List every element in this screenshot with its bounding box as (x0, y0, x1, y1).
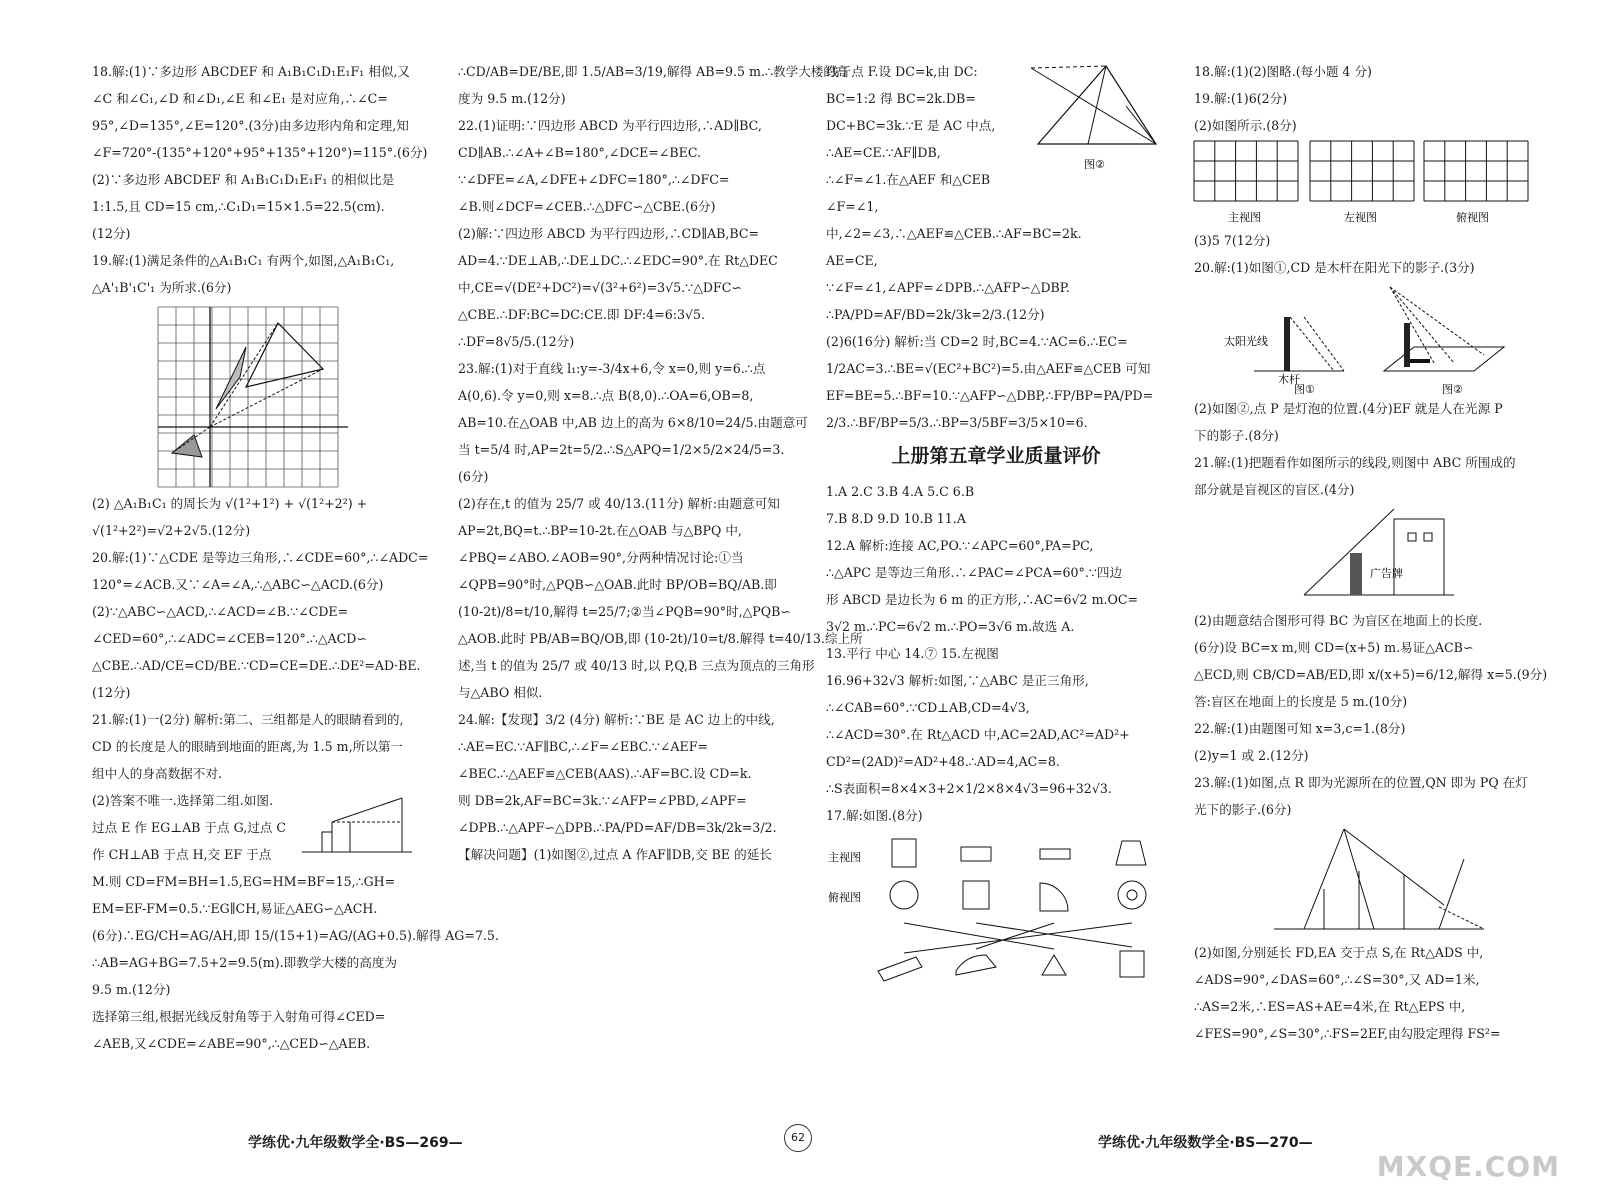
text-line: 20.解:(1)∵△CDE 是等边三角形,∴∠CDE=60°,∴∠ADC= (92, 550, 429, 565)
light-shadow-figure-q23 (1194, 825, 1534, 937)
text-line: M.则 CD=FM=BH=1.5,EG=HM=BF=15,∴GH= (92, 874, 396, 889)
text-line: CD∥AB.∴∠A+∠B=180°,∠DCE=∠BEC. (458, 145, 702, 160)
text-line: (2)如图所示.(8分) (1194, 118, 1297, 133)
page-mark: 62 (784, 1124, 812, 1152)
text-line: 1:1.5,且 CD=15 cm,∴C₁D₁=15×1.5=22.5(cm). (92, 199, 385, 214)
text-line: 18.解:(1)∵多边形 ABCDEF 和 A₁B₁C₁D₁E₁F₁ 相似,又 (92, 64, 411, 79)
text-line: 22.(1)证明:∵四边形 ABCD 为平行四边形,∴AD∥BC, (458, 118, 762, 133)
text-line: 选择第三组,根据光线反射角等于入射角可得∠CED= (92, 1009, 386, 1024)
text-line: (2)∵△ABC∽△ACD,∴∠ACD=∠B.∵∠CDE= (92, 604, 349, 619)
text-line: (12分) (92, 226, 131, 241)
text-line: 与△ABO 相似. (458, 685, 543, 700)
text-line: ∠BEC.∴△AEF≌△CEB(AAS).∴AF=BC.设 CD=k. (458, 766, 752, 781)
text-line: ∠DPB.∴△APF∽△DPB.∴PA/PD=AF/DB=3k/2k=3/2. (458, 820, 777, 835)
text-line: AD=4.∵DE⊥AB,∴DE⊥DC.∴∠EDC=90°.在 Rt△DEC (458, 253, 778, 268)
text-line: ∴∠ACD=30°.在 Rt△ACD 中,AC=2AD,AC²=AD²+ (826, 727, 1130, 742)
text-line: 形 ABCD 是边长为 6 m 的正方形,∴AC=6√2 m.OC= (826, 592, 1139, 607)
text-line: ∴PA/PD=AF/BD=2k/3k=2/3.(12分) (826, 307, 1045, 322)
text-line: AP=2t,BQ=t.∴BP=10-2t.在△OAB 与△BPQ 中, (458, 523, 742, 538)
text-line: 当 t=5/4 时,AP=2t=5/2.∴S△APQ=1/2×5/2×24/5=3. (458, 442, 785, 457)
text-line: ∠C 和∠C₁,∠D 和∠D₁,∠E 和∠E₁ 是对应角,∴∠C= (92, 91, 388, 106)
text-line: 18.解:(1)(2)图略.(每小题 4 分) (1194, 64, 1372, 79)
text-line: (2)如图②,点 P 是灯泡的位置.(4分)EF 就是人在光源 P (1194, 401, 1503, 416)
text-line: 中,CE=√(DE²+DC²)=√(3²+6²)=3√5.∵△DFC∽ (458, 280, 742, 295)
text-line: (2)由题意结合图形可得 BC 为盲区在地面上的长度. (1194, 613, 1483, 628)
row-label-main: 主视图 (828, 851, 861, 864)
text-line: △CBE.∴AD/CE=CD/BE.∵CD=CE=DE.∴DE²=AD·BE. (92, 658, 421, 673)
text-line: ∠FES=90°,∠S=30°,∴FS=2EF,由勾股定理得 FS²= (1194, 1026, 1501, 1041)
fig2-caption-b: 图② (1442, 383, 1463, 396)
three-views-grid-q19 (1194, 141, 1534, 225)
text-line: 24.解:【发现】3/2 (4分) 解析:∵BE 是 AC 边上的中线, (458, 712, 775, 727)
text-line: 3√2 m.∴PC=6√2 m.∴PO=3√6 m.故选 A. (826, 619, 1075, 634)
column-3 (826, 58, 1166, 993)
three-views-figure-q17 (826, 831, 1166, 991)
fig1-caption: 图① (1294, 383, 1315, 396)
text-line: △A'₁B'₁C'₁ 为所求.(6分) (92, 280, 232, 295)
text-line: CD²=(2AD)²=AD²+48.∴AD=4,AC=8. (826, 754, 1060, 769)
pole-label: 木杆 (1278, 373, 1300, 386)
column-1 (92, 58, 499, 1057)
text-line: ∠QPB=90°时,△PQB∽△OAB.此时 BP/OB=BQ/AB.即 (458, 577, 777, 592)
text-line: √(1²+2²)=√2+2√5.(12分) (92, 523, 251, 538)
text-line: CD 的长度是人的眼睛到地面的距离,为 1.5 m,所以第一 (92, 739, 404, 754)
col1-text-b (92, 490, 429, 814)
text-line: ∴AE=CE.∵AF∥DB, (826, 145, 941, 160)
view-label-front: 主视图 (1228, 211, 1261, 224)
view-label-top: 俯视图 (1456, 211, 1489, 224)
text-line: (2)答案不唯一.选择第二组.如图. (92, 793, 273, 808)
text-line: ∴AB=AG+BG=7.5+2=9.5(m).即教学大楼的高度为 (92, 955, 398, 970)
text-line: 21.解:(1)把题看作如图所示的线段,则图中 ABC 所围成的 (1194, 455, 1516, 470)
text-line: (2) △A₁B₁C₁ 的周长为 √(1²+1²) + √(1²+2²) + (92, 496, 368, 511)
text-line: (2)∵多边形 ABCDEF 和 A₁B₁C₁D₁E₁F₁ 的相似比是 (92, 172, 395, 187)
text-line: ∠CED=60°,∴∠ADC=∠CEB=120°.∴△ACD∽ (92, 631, 367, 646)
row-label-top: 俯视图 (828, 891, 861, 904)
shadow-figure-q20 (1194, 283, 1534, 396)
text-line: 16.96+32√3 解析:如图,∵△ABC 是正三角形, (826, 673, 1089, 688)
text-line: 2/3.∴BF/BP=5/3.∴BP=3/5BF=3/5×10=6. (826, 415, 1088, 430)
text-line: ∴CD/AB=DE/BE,即 1.5/AB=3/19,解得 AB=9.5 m.∴教学大楼的高 (458, 64, 849, 79)
text-line: ∴AE=EC.∵AF∥BC,∴∠F=∠EBC.∵∠AEF= (458, 739, 708, 754)
billboard-label: 广告牌 (1370, 567, 1403, 580)
text-line: (2)如图,分别延长 FD,EA 交于点 S,在 Rt△ADS 中, (1194, 945, 1484, 960)
text-line: 9.5 m.(12分) (92, 982, 171, 997)
text-line: ∴DF=8√5/5.(12分) (458, 334, 575, 349)
text-line: 1/2AC=3.∴BE=√(EC²+BC²)=5.由△AEF≌△CEB 可知 (826, 361, 1151, 376)
fig2-caption: 图② (1084, 158, 1105, 171)
blind-zone-figure-q21 (1194, 505, 1534, 605)
triangle-figure-2 (1026, 58, 1166, 178)
text-line: ∴∠F=∠1.在△AEF 和△CEB (826, 172, 991, 187)
text-line: AE=CE, (826, 253, 878, 268)
text-line: ∠F=∠1, (826, 199, 879, 214)
column-4 (1194, 58, 1548, 1047)
text-line: 7.B 8.D 9.D 10.B 11.A (826, 511, 966, 526)
text-line: ∠PBQ=∠ABO.∠AOB=90°,分两种情况讨论:①当 (458, 550, 744, 565)
footer-right: 学练优·九年级数学全·BS—270— (1098, 1135, 1313, 1151)
text-line: 组中人的身高数据不对. (92, 766, 222, 781)
text-line: 过点 E 作 EG⊥AB 于点 G,过点 C (92, 820, 287, 835)
text-line: 中,∠2=∠3,∴△AEF≌△CEB.∴AF=BC=2k. (826, 226, 1082, 241)
building-figure-q21 (302, 792, 412, 866)
text-line: 1.A 2.C 3.B 4.A 5.C 6.B (826, 484, 975, 499)
col1-text-c (92, 814, 499, 1057)
text-line: 21.解:(1)一(2分) 解析:第二、三组都是人的眼睛看到的, (92, 712, 404, 727)
grid-figure-q19 (92, 303, 424, 488)
text-line: (2)存在,t 的值为 25/7 或 40/13.(11分) 解析:由题意可知 (458, 496, 780, 511)
view-label-left: 左视图 (1344, 211, 1377, 224)
text-line: △AOB.此时 PB/AB=BQ/OB,即 (10-2t)/10=t/8.解得 t=40/13.综上所 (458, 631, 863, 646)
text-line: EF=BE=5.∴BF=10.∵△AFP∽△DBP,∴FP/BP=PA/PD= (826, 388, 1154, 403)
text-line: 13.平行 中心 14.⑦ 15.左视图 (826, 646, 999, 661)
text-line: BC=1:2 得 BC=2k.DB= (826, 91, 976, 106)
sunlight-label: 太阳光线 (1224, 335, 1268, 348)
text-line: 19.解:(1)满足条件的△A₁B₁C₁ 有两个,如图,△A₁B₁C₁, (92, 253, 395, 268)
text-line: EM=EF-FM=0.5.∵EG∥CH,易证△AEG∽△ACH. (92, 901, 378, 916)
text-line: ∵∠F=∠1,∠APF=∠DPB.∴△AFP∽△DBP. (826, 280, 1070, 295)
text-line: ∠B.则∠DCF=∠CEB.∴△DFC∽△CBE.(6分) (458, 199, 716, 214)
text-line: (6分)∴EG/CH=AG/AH,即 15/(15+1)=AG/(AG+0.5).解得 AG=7.5. (92, 928, 499, 943)
text-line: (2)解:∵四边形 ABCD 为平行四边形,∴CD∥AB,BC= (458, 226, 760, 241)
text-line: 23.解:(1)对于直线 l₁:y=-3/4x+6,令 x=0,则 y=6.∴点 (458, 361, 766, 376)
text-line: A(0,6).令 y=0,则 x=8.∴点 B(8,0).∴OA=6,OB=8, (458, 388, 754, 403)
text-line: 下的影子.(8分) (1194, 428, 1279, 443)
chapter-title: 上册第五章学业质量评价 (891, 445, 1101, 467)
footer-left: 学练优·九年级数学全·BS—269— (248, 1135, 463, 1151)
text-line: ∠ADS=90°,∠DAS=60°,∴∠S=30°,又 AD=1米, (1194, 972, 1480, 987)
text-line: ∠AEB,又∠CDE=∠ABE=90°,∴△CED∽△AEB. (92, 1036, 371, 1051)
text-line: 23.解:(1)如图,点 R 即为光源所在的位置,QN 即为 PQ 在灯 (1194, 775, 1528, 790)
text-line: ∵∠DFE=∠A,∠DFE+∠DFC=180°,∴∠DFC= (458, 172, 730, 187)
text-line: ∴∠CAB=60°.∵CD⊥AB,CD=4√3, (826, 700, 1030, 715)
text-line: 【解决问题】(1)如图②,过点 A 作AF∥DB,交 BE 的延长 (458, 847, 772, 862)
text-line: ∴S表面积=8×4×3+2×1/2×8×4√3=96+32√3. (826, 781, 1112, 796)
text-line: 线于点 F.设 DC=k,由 DC: (826, 64, 978, 79)
text-line: (2)6(16分) 解析:当 CD=2 时,BC=4.∵AC=6.∴EC= (826, 334, 1128, 349)
text-line: 17.解:如图.(8分) (826, 808, 923, 823)
text-line: (12分) (92, 685, 131, 700)
col3-top (826, 58, 1166, 193)
text-line: 光下的影子.(6分) (1194, 802, 1292, 817)
text-line: 度为 9.5 m.(12分) (458, 91, 566, 106)
text-line: ∴△APC 是等边三角形.∴∠PAC=∠PCA=60°.∵四边 (826, 565, 1123, 580)
text-line: DC+BC=3k.∵E 是 AC 中点, (826, 118, 996, 133)
text-line: 12.A 解析:连接 AC,PO.∵∠APC=60°,PA=PC, (826, 538, 1094, 553)
text-line: (10-2t)/8=t/10,解得 t=25/7;②当∠PQB=90°时,△PQB∽ (458, 604, 791, 619)
text-line: (3)5 7(12分) (1194, 233, 1271, 248)
text-line: ∴AS=2米,∴ES=AS+AE=4米,在 Rt△EPS 中, (1194, 999, 1466, 1014)
text-line: △ECD,则 CB/CD=AB/ED,即 x/(x+5)=6/12,解得 x=5.(9分) (1194, 667, 1548, 682)
text-line: △CBE.∴DF:BC=DC:CE.即 DF:4=6:3√5. (458, 307, 705, 322)
text-line: 20.解:(1)如图①,CD 是木杆在阳光下的影子.(3分) (1194, 260, 1475, 275)
text-line: (2)y=1 或 2.(12分) (1194, 748, 1309, 763)
watermark: MXQE.COM (1376, 1150, 1560, 1183)
col1-text-a (92, 58, 428, 301)
text-line: 120°=∠ACB.又∵∠A=∠A,∴△ABC∽△ACD.(6分) (92, 577, 384, 592)
text-line: 答:盲区在地面上的长度是 5 m.(10分) (1194, 694, 1408, 709)
text-line: ∠F=720°-(135°+120°+95°+135°+120°)=115°.(6分) (92, 145, 428, 160)
text-line: 述,当 t 的值为 25/7 或 40/13 时,以 P,Q,B 三点为顶点的三角形 (458, 658, 815, 673)
text-line: 部分就是盲视区的盲区.(4分) (1194, 482, 1355, 497)
text-line: 22.解:(1)由题图可知 x=3,c=1.(8分) (1194, 721, 1406, 736)
text-line: (6分) (458, 469, 489, 484)
text-line: 95°,∠D=135°,∠E=120°.(3分)由多边形内角和定理,知 (92, 118, 409, 133)
text-line: 19.解:(1)6(2分) (1194, 91, 1288, 106)
text-line: (6分)设 BC=x m,则 CD=(x+5) m.易证△ACB∽ (1194, 640, 1474, 655)
text-line: 作 CH⊥AB 于点 H,交 EF 于点 (92, 847, 272, 862)
text-line: 则 DB=2k,AF=BC=3k.∵∠AFP=∠PBD,∠APF= (458, 793, 747, 808)
text-line: AB=10.在△OAB 中,AB 边上的高为 6×8/10=24/5.由题意可 (458, 415, 808, 430)
